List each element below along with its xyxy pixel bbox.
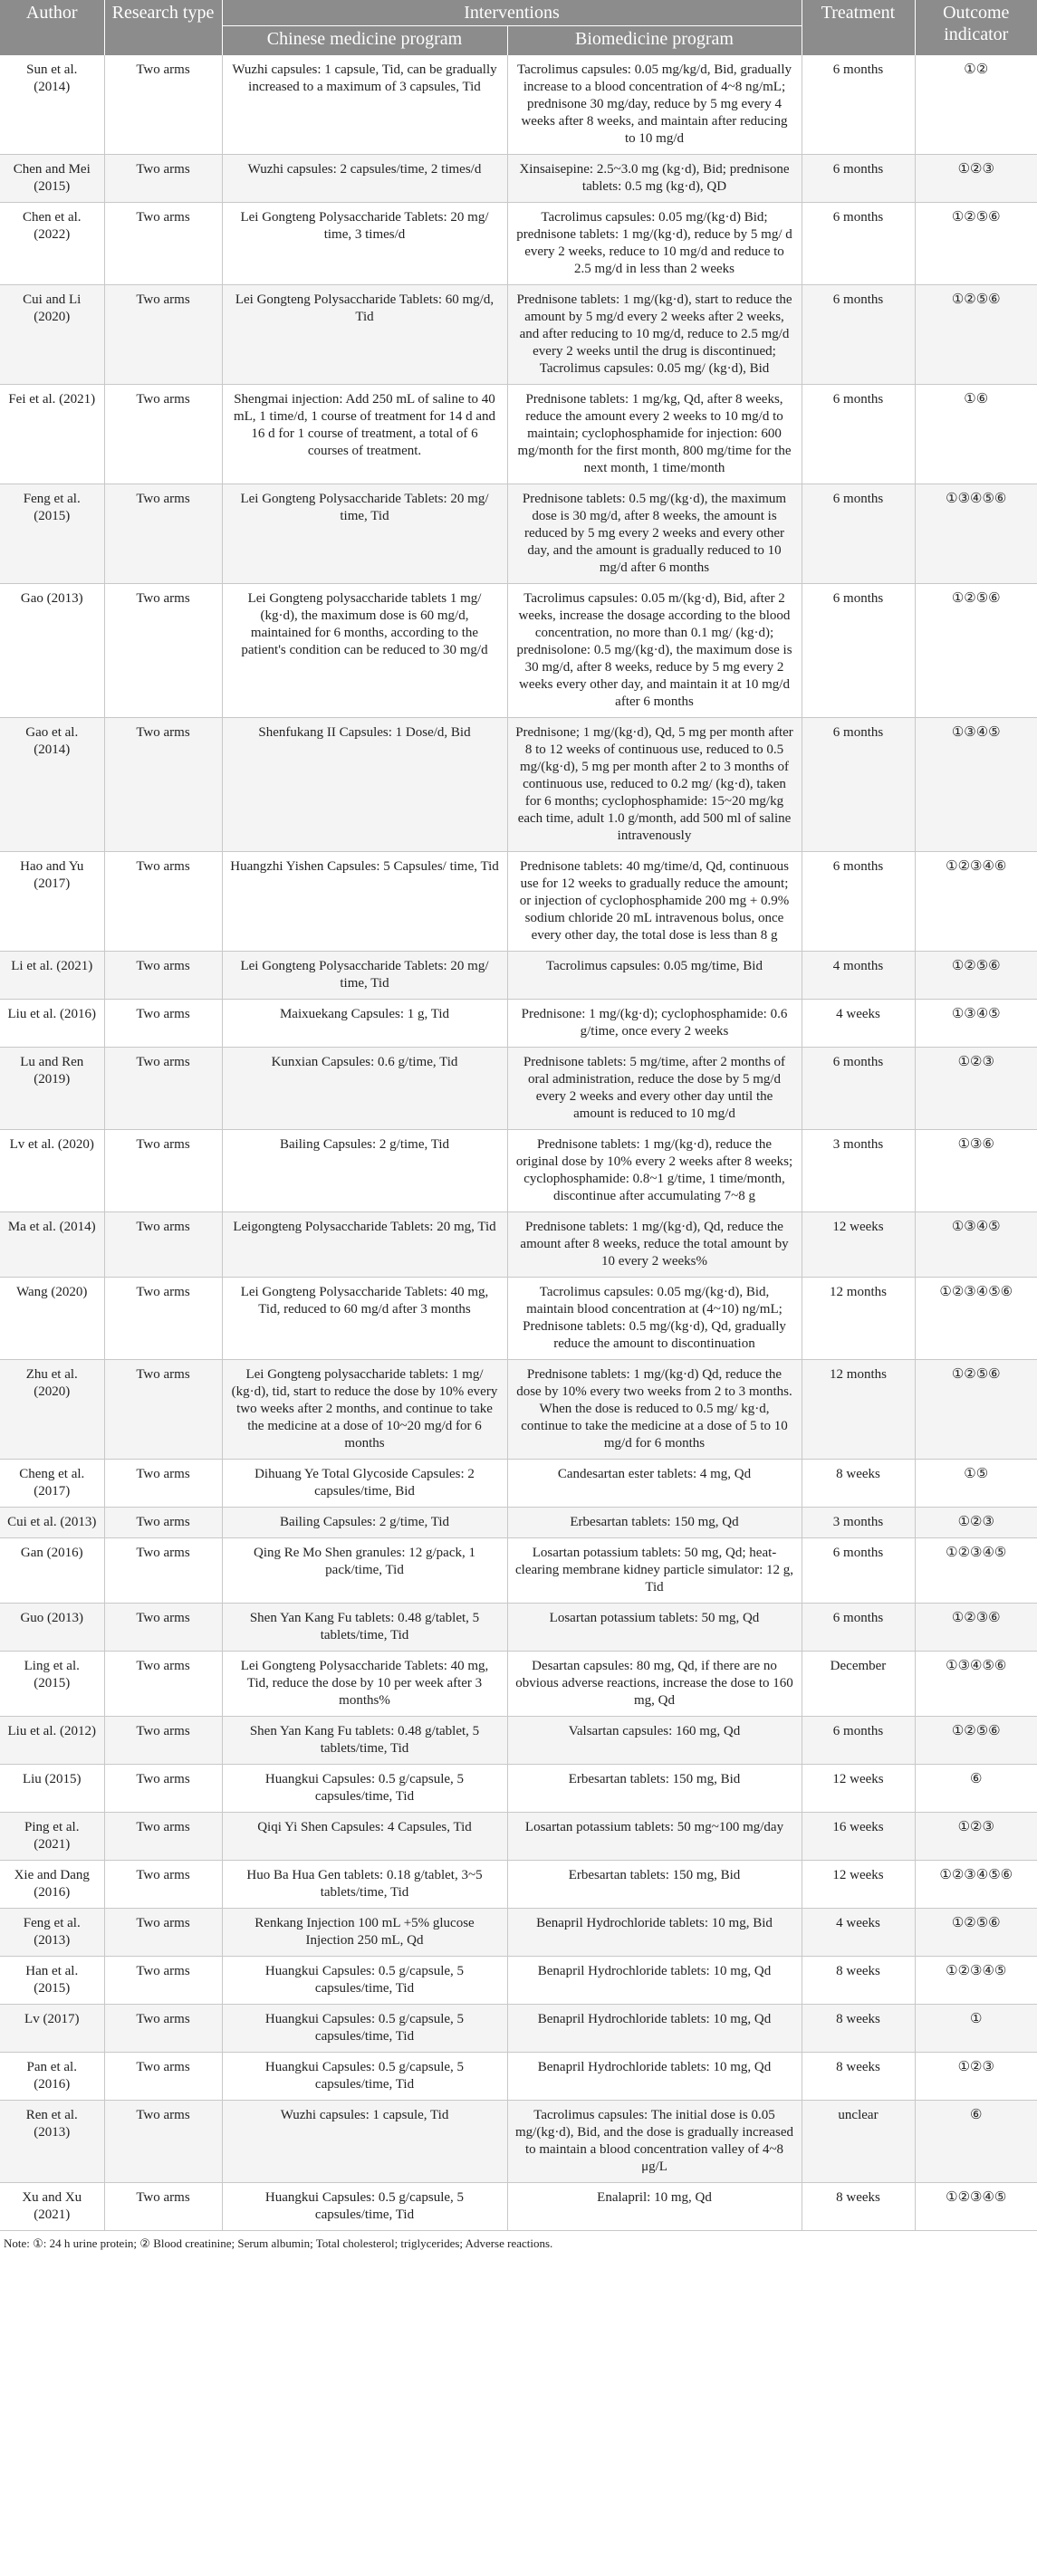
treatment-cell: 6 months bbox=[802, 1717, 915, 1765]
table-row bbox=[0, 1538, 1037, 1604]
research-type-cell: Two arms bbox=[104, 952, 222, 1000]
outcome-cell: ①②③④⑥ bbox=[915, 852, 1037, 952]
author-cell: Liu et al. (2012) bbox=[0, 1717, 104, 1765]
biomedicine-cell: Desartan capsules: 80 mg, Qd, if there are no obvious adverse reactions, increase the dose to 160 mg, Qd bbox=[507, 1652, 802, 1717]
table-row bbox=[0, 584, 1037, 718]
table-row bbox=[0, 1604, 1037, 1652]
research-type-cell: Two arms bbox=[104, 1909, 222, 1957]
chinese-medicine-cell: Huo Ba Hua Gen tablets: 0.18 g/tablet, 3~5 tablets/time, Tid bbox=[222, 1861, 507, 1909]
author-cell: Ren et al. (2013) bbox=[0, 2101, 104, 2183]
author-cell: Pan et al. (2016) bbox=[0, 2053, 104, 2101]
table-row bbox=[0, 285, 1037, 385]
author-cell: Hao and Yu (2017) bbox=[0, 852, 104, 952]
outcome-cell: ①②⑤⑥ bbox=[915, 1909, 1037, 1957]
biomedicine-cell: Tacrolimus capsules: The initial dose is 0.05 mg/(kg·d), Bid, and the dose is gradually increased to maintain a blood concentration valley of 4~8 μg/L bbox=[507, 2101, 802, 2183]
outcome-cell: ①③④⑤⑥ bbox=[915, 1652, 1037, 1717]
biomedicine-cell: Erbesartan tablets: 150 mg, Bid bbox=[507, 1765, 802, 1813]
author-cell: Chen and Mei (2015) bbox=[0, 155, 104, 203]
treatment-cell: 16 weeks bbox=[802, 1813, 915, 1861]
chinese-medicine-cell: Qiqi Yi Shen Capsules: 4 Capsules, Tid bbox=[222, 1813, 507, 1861]
biomedicine-cell: Enalapril: 10 mg, Qd bbox=[507, 2183, 802, 2231]
research-type-cell: Two arms bbox=[104, 1360, 222, 1460]
outcome-cell: ①②⑤⑥ bbox=[915, 952, 1037, 1000]
author-cell: Lu and Ren (2019) bbox=[0, 1048, 104, 1130]
table-header bbox=[0, 0, 1037, 55]
biomedicine-cell: Benapril Hydrochloride tablets: 10 mg, Qd bbox=[507, 2053, 802, 2101]
biomedicine-cell: Benapril Hydrochloride tablets: 10 mg, Qd bbox=[507, 2005, 802, 2053]
chinese-medicine-cell: Qing Re Mo Shen granules: 12 g/pack, 1 pack/time, Tid bbox=[222, 1538, 507, 1604]
biomedicine-cell: Xinsaisepine: 2.5~3.0 mg (kg·d), Bid; prednisone tablets: 0.5 mg (kg·d), QD bbox=[507, 155, 802, 203]
chinese-medicine-cell: Lei Gongteng Polysaccharide Tablets: 40 mg, Tid, reduce the dose by 10 per week after 3 months% bbox=[222, 1652, 507, 1717]
outcome-cell: ①②⑤⑥ bbox=[915, 584, 1037, 718]
table-row bbox=[0, 1765, 1037, 1813]
chinese-medicine-cell: Shen Yan Kang Fu tablets: 0.48 g/tablet, 5 tablets/time, Tid bbox=[222, 1717, 507, 1765]
research-type-cell: Two arms bbox=[104, 2183, 222, 2231]
research-type-cell: Two arms bbox=[104, 1048, 222, 1130]
chinese-medicine-cell: Kunxian Capsules: 0.6 g/time, Tid bbox=[222, 1048, 507, 1130]
chinese-medicine-cell: Wuzhi capsules: 1 capsule, Tid bbox=[222, 2101, 507, 2183]
biomedicine-cell: Erbesartan tablets: 150 mg, Qd bbox=[507, 1508, 802, 1538]
outcome-cell: ①②③ bbox=[915, 155, 1037, 203]
author-cell: Guo (2013) bbox=[0, 1604, 104, 1652]
author-cell: Gao (2013) bbox=[0, 584, 104, 718]
table-row bbox=[0, 1460, 1037, 1508]
treatment-cell: 6 months bbox=[802, 1048, 915, 1130]
chinese-medicine-cell: Lei Gongteng Polysaccharide Tablets: 20 mg/ time, 3 times/d bbox=[222, 203, 507, 285]
outcome-cell: ①②③ bbox=[915, 1508, 1037, 1538]
table-row bbox=[0, 1652, 1037, 1717]
treatment-cell: 6 months bbox=[802, 385, 915, 484]
author-cell: Gan (2016) bbox=[0, 1538, 104, 1604]
table-row bbox=[0, 203, 1037, 285]
table-row bbox=[0, 2183, 1037, 2231]
table-row bbox=[0, 1360, 1037, 1460]
header-treatment: Treatment bbox=[802, 0, 915, 55]
outcome-cell: ①②⑤⑥ bbox=[915, 1360, 1037, 1460]
research-type-cell: Two arms bbox=[104, 1278, 222, 1360]
treatment-cell: 6 months bbox=[802, 1538, 915, 1604]
treatment-cell: 4 weeks bbox=[802, 1000, 915, 1048]
research-type-cell: Two arms bbox=[104, 1957, 222, 2005]
research-type-cell: Two arms bbox=[104, 1000, 222, 1048]
table-row bbox=[0, 1130, 1037, 1212]
research-type-cell: Two arms bbox=[104, 1212, 222, 1278]
table-row bbox=[0, 484, 1037, 584]
chinese-medicine-cell: Bailing Capsules: 2 g/time, Tid bbox=[222, 1130, 507, 1212]
author-cell: Sun et al. (2014) bbox=[0, 55, 104, 155]
research-type-cell: Two arms bbox=[104, 55, 222, 155]
header-author: Author bbox=[0, 0, 104, 55]
table-row bbox=[0, 1508, 1037, 1538]
chinese-medicine-cell: Lei Gongteng Polysaccharide Tablets: 20 mg/ time, Tid bbox=[222, 484, 507, 584]
outcome-cell: ①②③ bbox=[915, 2053, 1037, 2101]
treatment-cell: unclear bbox=[802, 2101, 915, 2183]
table-row bbox=[0, 952, 1037, 1000]
biomedicine-cell: Prednisone tablets: 1 mg/(kg·d), Qd, reduce the amount after 8 weeks, reduce the total amount by 10 every 2 weeks% bbox=[507, 1212, 802, 1278]
author-cell: Ping et al. (2021) bbox=[0, 1813, 104, 1861]
research-type-cell: Two arms bbox=[104, 1508, 222, 1538]
biomedicine-cell: Prednisone tablets: 1 mg/(kg·d), start to reduce the amount by 5 mg/d every 2 weeks after 2 weeks, and after reducing to 10 mg/d, reduce to 2.5 mg/d every 2 weeks until the drug is discontinued; Tacrolimus capsules: 0.05 mg/ (kg·d), Bid bbox=[507, 285, 802, 385]
outcome-cell: ①②③ bbox=[915, 1813, 1037, 1861]
biomedicine-cell: Losartan potassium tablets: 50 mg~100 mg/day bbox=[507, 1813, 802, 1861]
chinese-medicine-cell: Renkang Injection 100 mL +5% glucose Injection 250 mL, Qd bbox=[222, 1909, 507, 1957]
author-cell: Wang (2020) bbox=[0, 1278, 104, 1360]
research-type-cell: Two arms bbox=[104, 584, 222, 718]
treatment-cell: 6 months bbox=[802, 203, 915, 285]
author-cell: Li et al. (2021) bbox=[0, 952, 104, 1000]
biomedicine-cell: Losartan potassium tablets: 50 mg, Qd bbox=[507, 1604, 802, 1652]
research-type-cell: Two arms bbox=[104, 2053, 222, 2101]
treatment-cell: 6 months bbox=[802, 584, 915, 718]
research-type-cell: Two arms bbox=[104, 484, 222, 584]
chinese-medicine-cell: Dihuang Ye Total Glycoside Capsules: 2 capsules/time, Bid bbox=[222, 1460, 507, 1508]
outcome-cell: ①② bbox=[915, 55, 1037, 155]
table-row bbox=[0, 1861, 1037, 1909]
header-chinese-medicine-program: Chinese medicine program bbox=[222, 26, 507, 56]
author-cell: Lv et al. (2020) bbox=[0, 1130, 104, 1212]
biomedicine-cell: Prednisone; 1 mg/(kg·d), Qd, 5 mg per month after 8 to 12 weeks of continuous use, reduced to 0.5 mg/(kg·d), 5 mg per month after 2 to 3 months of continuous use, reduced to 0.2 mg/ (kg·d), taken for 6 months; cyclophosphamide: 15~20 mg/kg each time, adult 1.0 g/month, add 500 ml of saline intravenously bbox=[507, 718, 802, 852]
treatment-cell: December bbox=[802, 1652, 915, 1717]
research-type-cell: Two arms bbox=[104, 203, 222, 285]
author-cell: Cheng et al. (2017) bbox=[0, 1460, 104, 1508]
chinese-medicine-cell: Huangkui Capsules: 0.5 g/capsule, 5 capsules/time, Tid bbox=[222, 1957, 507, 2005]
table-row bbox=[0, 852, 1037, 952]
author-cell: Han et al. (2015) bbox=[0, 1957, 104, 2005]
outcome-cell: ①②⑤⑥ bbox=[915, 1717, 1037, 1765]
treatment-cell: 12 weeks bbox=[802, 1765, 915, 1813]
chinese-medicine-cell: Lei Gongteng polysaccharide tablets: 1 mg/ (kg·d), tid, start to reduce the dose by 10% every two weeks after 2 months, and continue to take the medicine at a dose of 10~20 mg/d for 6 months bbox=[222, 1360, 507, 1460]
biomedicine-cell: Prednisone tablets: 0.5 mg/(kg·d), the maximum dose is 30 mg/d, after 8 weeks, the amount is reduced by 5 mg every 2 weeks and every other day, and the amount is gradually reduced to 10 mg/d after 6 months bbox=[507, 484, 802, 584]
treatment-cell: 6 months bbox=[802, 852, 915, 952]
outcome-cell: ⑥ bbox=[915, 2101, 1037, 2183]
chinese-medicine-cell: Maixuekang Capsules: 1 g, Tid bbox=[222, 1000, 507, 1048]
biomedicine-cell: Valsartan capsules: 160 mg, Qd bbox=[507, 1717, 802, 1765]
chinese-medicine-cell: Huangzhi Yishen Capsules: 5 Capsules/ time, Tid bbox=[222, 852, 507, 952]
chinese-medicine-cell: Wuzhi capsules: 2 capsules/time, 2 times/d bbox=[222, 155, 507, 203]
chinese-medicine-cell: Leigongteng Polysaccharide Tablets: 20 mg, Tid bbox=[222, 1212, 507, 1278]
biomedicine-cell: Prednisone tablets: 1 mg/(kg·d), reduce the original dose by 10% every 2 weeks after 8 weeks; cyclophosphamide: 0.8~1 g/time, 1 time/month, discontinue after accumulating 7~8 g bbox=[507, 1130, 802, 1212]
research-type-cell: Two arms bbox=[104, 155, 222, 203]
chinese-medicine-cell: Huangkui Capsules: 0.5 g/capsule, 5 capsules/time, Tid bbox=[222, 2005, 507, 2053]
treatment-cell: 3 months bbox=[802, 1508, 915, 1538]
header-outcome-indicator: Outcome indicator bbox=[915, 0, 1037, 55]
research-type-cell: Two arms bbox=[104, 1717, 222, 1765]
author-cell: Ling et al. (2015) bbox=[0, 1652, 104, 1717]
outcome-cell: ①⑥ bbox=[915, 385, 1037, 484]
chinese-medicine-cell: Huangkui Capsules: 0.5 g/capsule, 5 capsules/time, Tid bbox=[222, 2053, 507, 2101]
outcome-cell: ①②③④⑤⑥ bbox=[915, 1278, 1037, 1360]
author-cell: Fei et al. (2021) bbox=[0, 385, 104, 484]
outcome-cell: ①②③④⑤⑥ bbox=[915, 1861, 1037, 1909]
outcome-cell: ①③⑥ bbox=[915, 1130, 1037, 1212]
research-type-cell: Two arms bbox=[104, 1813, 222, 1861]
header-interventions: Interventions bbox=[222, 0, 802, 26]
treatment-cell: 8 weeks bbox=[802, 2053, 915, 2101]
outcome-cell: ①②③⑥ bbox=[915, 1604, 1037, 1652]
treatment-cell: 4 months bbox=[802, 952, 915, 1000]
author-cell: Ma et al. (2014) bbox=[0, 1212, 104, 1278]
chinese-medicine-cell: Huangkui Capsules: 0.5 g/capsule, 5 capsules/time, Tid bbox=[222, 2183, 507, 2231]
treatment-cell: 12 months bbox=[802, 1360, 915, 1460]
treatment-cell: 6 months bbox=[802, 55, 915, 155]
author-cell: Lv (2017) bbox=[0, 2005, 104, 2053]
table-row bbox=[0, 1000, 1037, 1048]
treatment-cell: 4 weeks bbox=[802, 1909, 915, 1957]
author-cell: Gao et al. (2014) bbox=[0, 718, 104, 852]
chinese-medicine-cell: Wuzhi capsules: 1 capsule, Tid, can be gradually increased to a maximum of 3 capsules, Tid bbox=[222, 55, 507, 155]
chinese-medicine-cell: Huangkui Capsules: 0.5 g/capsule, 5 capsules/time, Tid bbox=[222, 1765, 507, 1813]
research-type-cell: Two arms bbox=[104, 385, 222, 484]
header-biomedicine-program: Biomedicine program bbox=[507, 26, 802, 56]
author-cell: Zhu et al. (2020) bbox=[0, 1360, 104, 1460]
author-cell: Xu and Xu (2021) bbox=[0, 2183, 104, 2231]
biomedicine-cell: Prednisone tablets: 1 mg/kg, Qd, after 8 weeks, reduce the amount every 2 weeks to 10 mg/d to maintain; cyclophosphamide for injection: 600 mg/month for the first month, 800 mg/time for the next month, 1 time/month bbox=[507, 385, 802, 484]
biomedicine-cell: Benapril Hydrochloride tablets: 10 mg, Bid bbox=[507, 1909, 802, 1957]
research-type-cell: Two arms bbox=[104, 1538, 222, 1604]
treatment-cell: 8 weeks bbox=[802, 1957, 915, 2005]
treatment-cell: 8 weeks bbox=[802, 1460, 915, 1508]
table-row bbox=[0, 155, 1037, 203]
biomedicine-cell: Losartan potassium tablets: 50 mg, Qd; heat-clearing membrane kidney particle simulator: 12 g, Tid bbox=[507, 1538, 802, 1604]
treatment-cell: 6 months bbox=[802, 1604, 915, 1652]
biomedicine-cell: Tacrolimus capsules: 0.05 mg/(kg·d) Bid; prednisone tablets: 1 mg/(kg·d), reduce by 5 mg/ d every 2 weeks, reduce to 10 mg/d and reduce to 2.5 mg/d in less than 2 weeks bbox=[507, 203, 802, 285]
header-research-type: Research type bbox=[104, 0, 222, 55]
research-type-cell: Two arms bbox=[104, 1460, 222, 1508]
author-cell: Liu (2015) bbox=[0, 1765, 104, 1813]
research-type-cell: Two arms bbox=[104, 852, 222, 952]
treatment-cell: 8 weeks bbox=[802, 2183, 915, 2231]
outcome-cell: ①②③ bbox=[915, 1048, 1037, 1130]
research-type-cell: Two arms bbox=[104, 285, 222, 385]
outcome-cell: ① bbox=[915, 2005, 1037, 2053]
treatment-cell: 6 months bbox=[802, 718, 915, 852]
biomedicine-cell: Prednisone tablets: 40 mg/time/d, Qd, continuous use for 12 weeks to gradually reduce the amount; or injection of cyclophosphamide 200 mg + 0.9% sodium chloride 20 mL intravenous bolus, once every other day, the total dose is less than 8 g bbox=[507, 852, 802, 952]
research-type-cell: Two arms bbox=[104, 1652, 222, 1717]
biomedicine-cell: Tacrolimus capsules: 0.05 m/(kg·d), Bid, after 2 weeks, increase the dosage according to the blood concentration, no more than 0.1 mg/ (kg·d); prednisolone: 0.5 mg/(kg·d), the maximum dose is 30 mg/d, after 8 weeks, reduce by 5 mg every 2 weeks every other day, and maintain it at 10 mg/d after 6 months bbox=[507, 584, 802, 718]
treatment-cell: 6 months bbox=[802, 155, 915, 203]
table-row bbox=[0, 1909, 1037, 1957]
biomedicine-cell: Tacrolimus capsules: 0.05 mg/time, Bid bbox=[507, 952, 802, 1000]
biomedicine-cell: Prednisone tablets: 1 mg/(kg·d) Qd, reduce the dose by 10% every two weeks from 2 to 3 months. When the dose is reduced to 0.5 mg/ kg·d, continue to take the medicine at a dose of 5 to 10 mg/d for 6 months bbox=[507, 1360, 802, 1460]
outcome-cell: ①③④⑤ bbox=[915, 718, 1037, 852]
research-type-cell: Two arms bbox=[104, 718, 222, 852]
outcome-cell: ①②⑤⑥ bbox=[915, 203, 1037, 285]
table-row bbox=[0, 2053, 1037, 2101]
outcome-cell: ①②③④⑤ bbox=[915, 2183, 1037, 2231]
research-type-cell: Two arms bbox=[104, 2101, 222, 2183]
table-row bbox=[0, 1278, 1037, 1360]
treatment-cell: 12 weeks bbox=[802, 1861, 915, 1909]
biomedicine-cell: Tacrolimus capsules: 0.05 mg/kg/d, Bid, gradually increase to a blood concentration of 4~8 ng/mL; prednisone 30 mg/day, reduce by 5 mg every 4 weeks after 8 weeks, and maintain after reducing to 10 mg/d bbox=[507, 55, 802, 155]
treatment-cell: 3 months bbox=[802, 1130, 915, 1212]
table-note: Note: ①: 24 h urine protein; ② Blood creatinine; Serum albumin; Total cholesterol; triglycerides; Adverse reactions. bbox=[4, 2236, 553, 2250]
biomedicine-cell: Benapril Hydrochloride tablets: 10 mg, Qd bbox=[507, 1957, 802, 2005]
chinese-medicine-cell: Shengmai injection: Add 250 mL of saline to 40 mL, 1 time/d, 1 course of treatment for 14 d and 16 d for 1 course of treatment, a total of 6 courses of treatment. bbox=[222, 385, 507, 484]
chinese-medicine-cell: Shenfukang II Capsules: 1 Dose/d, Bid bbox=[222, 718, 507, 852]
biomedicine-cell: Erbesartan tablets: 150 mg, Bid bbox=[507, 1861, 802, 1909]
author-cell: Chen et al. (2022) bbox=[0, 203, 104, 285]
treatment-cell: 12 months bbox=[802, 1278, 915, 1360]
outcome-cell: ①③④⑤ bbox=[915, 1000, 1037, 1048]
author-cell: Feng et al. (2013) bbox=[0, 1909, 104, 1957]
treatment-cell: 6 months bbox=[802, 285, 915, 385]
outcome-cell: ①②⑤⑥ bbox=[915, 285, 1037, 385]
table-row bbox=[0, 1717, 1037, 1765]
outcome-cell: ①③④⑤ bbox=[915, 1212, 1037, 1278]
table-body bbox=[0, 55, 1037, 2231]
table-row bbox=[0, 55, 1037, 155]
biomedicine-cell: Prednisone tablets: 5 mg/time, after 2 months of oral administration, reduce the dose by 5 mg/d every 2 weeks and every other day until the amount is reduced to 10 mg/d bbox=[507, 1048, 802, 1130]
research-type-cell: Two arms bbox=[104, 1861, 222, 1909]
research-type-cell: Two arms bbox=[104, 1130, 222, 1212]
biomedicine-cell: Prednisone: 1 mg/(kg·d); cyclophosphamide: 0.6 g/time, once every 2 weeks bbox=[507, 1000, 802, 1048]
research-type-cell: Two arms bbox=[104, 1765, 222, 1813]
outcome-cell: ①③④⑤⑥ bbox=[915, 484, 1037, 584]
table-row bbox=[0, 718, 1037, 852]
biomedicine-cell: Tacrolimus capsules: 0.05 mg/(kg·d), Bid, maintain blood concentration at (4~10) ng/mL; Prednisone tablets: 0.5 mg/(kg·d), Qd, gradually reduce the amount to discontinuation bbox=[507, 1278, 802, 1360]
outcome-cell: ①②③④⑤ bbox=[915, 1538, 1037, 1604]
chinese-medicine-cell: Lei Gongteng Polysaccharide Tablets: 40 mg, Tid, reduced to 60 mg/d after 3 months bbox=[222, 1278, 507, 1360]
table-row bbox=[0, 2005, 1037, 2053]
author-cell: Cui et al. (2013) bbox=[0, 1508, 104, 1538]
table-row bbox=[0, 1957, 1037, 2005]
author-cell: Cui and Li (2020) bbox=[0, 285, 104, 385]
table-row bbox=[0, 385, 1037, 484]
chinese-medicine-cell: Lei Gongteng Polysaccharide Tablets: 60 mg/d, Tid bbox=[222, 285, 507, 385]
chinese-medicine-cell: Shen Yan Kang Fu tablets: 0.48 g/tablet, 5 tablets/time, Tid bbox=[222, 1604, 507, 1652]
chinese-medicine-cell: Bailing Capsules: 2 g/time, Tid bbox=[222, 1508, 507, 1538]
outcome-cell: ①②③④⑤ bbox=[915, 1957, 1037, 2005]
table-row bbox=[0, 1048, 1037, 1130]
chinese-medicine-cell: Lei Gongteng Polysaccharide Tablets: 20 mg/ time, Tid bbox=[222, 952, 507, 1000]
outcome-cell: ①⑤ bbox=[915, 1460, 1037, 1508]
author-cell: Feng et al. (2015) bbox=[0, 484, 104, 584]
author-cell: Liu et al. (2016) bbox=[0, 1000, 104, 1048]
treatment-cell: 6 months bbox=[802, 484, 915, 584]
chinese-medicine-cell: Lei Gongteng polysaccharide tablets 1 mg/ (kg·d), the maximum dose is 60 mg/d, maintained for 6 months, according to the patient's condition can be reduced to 30 mg/d bbox=[222, 584, 507, 718]
research-type-cell: Two arms bbox=[104, 1604, 222, 1652]
outcome-cell: ⑥ bbox=[915, 1765, 1037, 1813]
biomedicine-cell: Candesartan ester tablets: 4 mg, Qd bbox=[507, 1460, 802, 1508]
table-row bbox=[0, 1212, 1037, 1278]
table-row bbox=[0, 1813, 1037, 1861]
research-type-cell: Two arms bbox=[104, 2005, 222, 2053]
treatment-cell: 12 weeks bbox=[802, 1212, 915, 1278]
treatment-cell: 8 weeks bbox=[802, 2005, 915, 2053]
table-row bbox=[0, 2101, 1037, 2183]
author-cell: Xie and Dang (2016) bbox=[0, 1861, 104, 1909]
